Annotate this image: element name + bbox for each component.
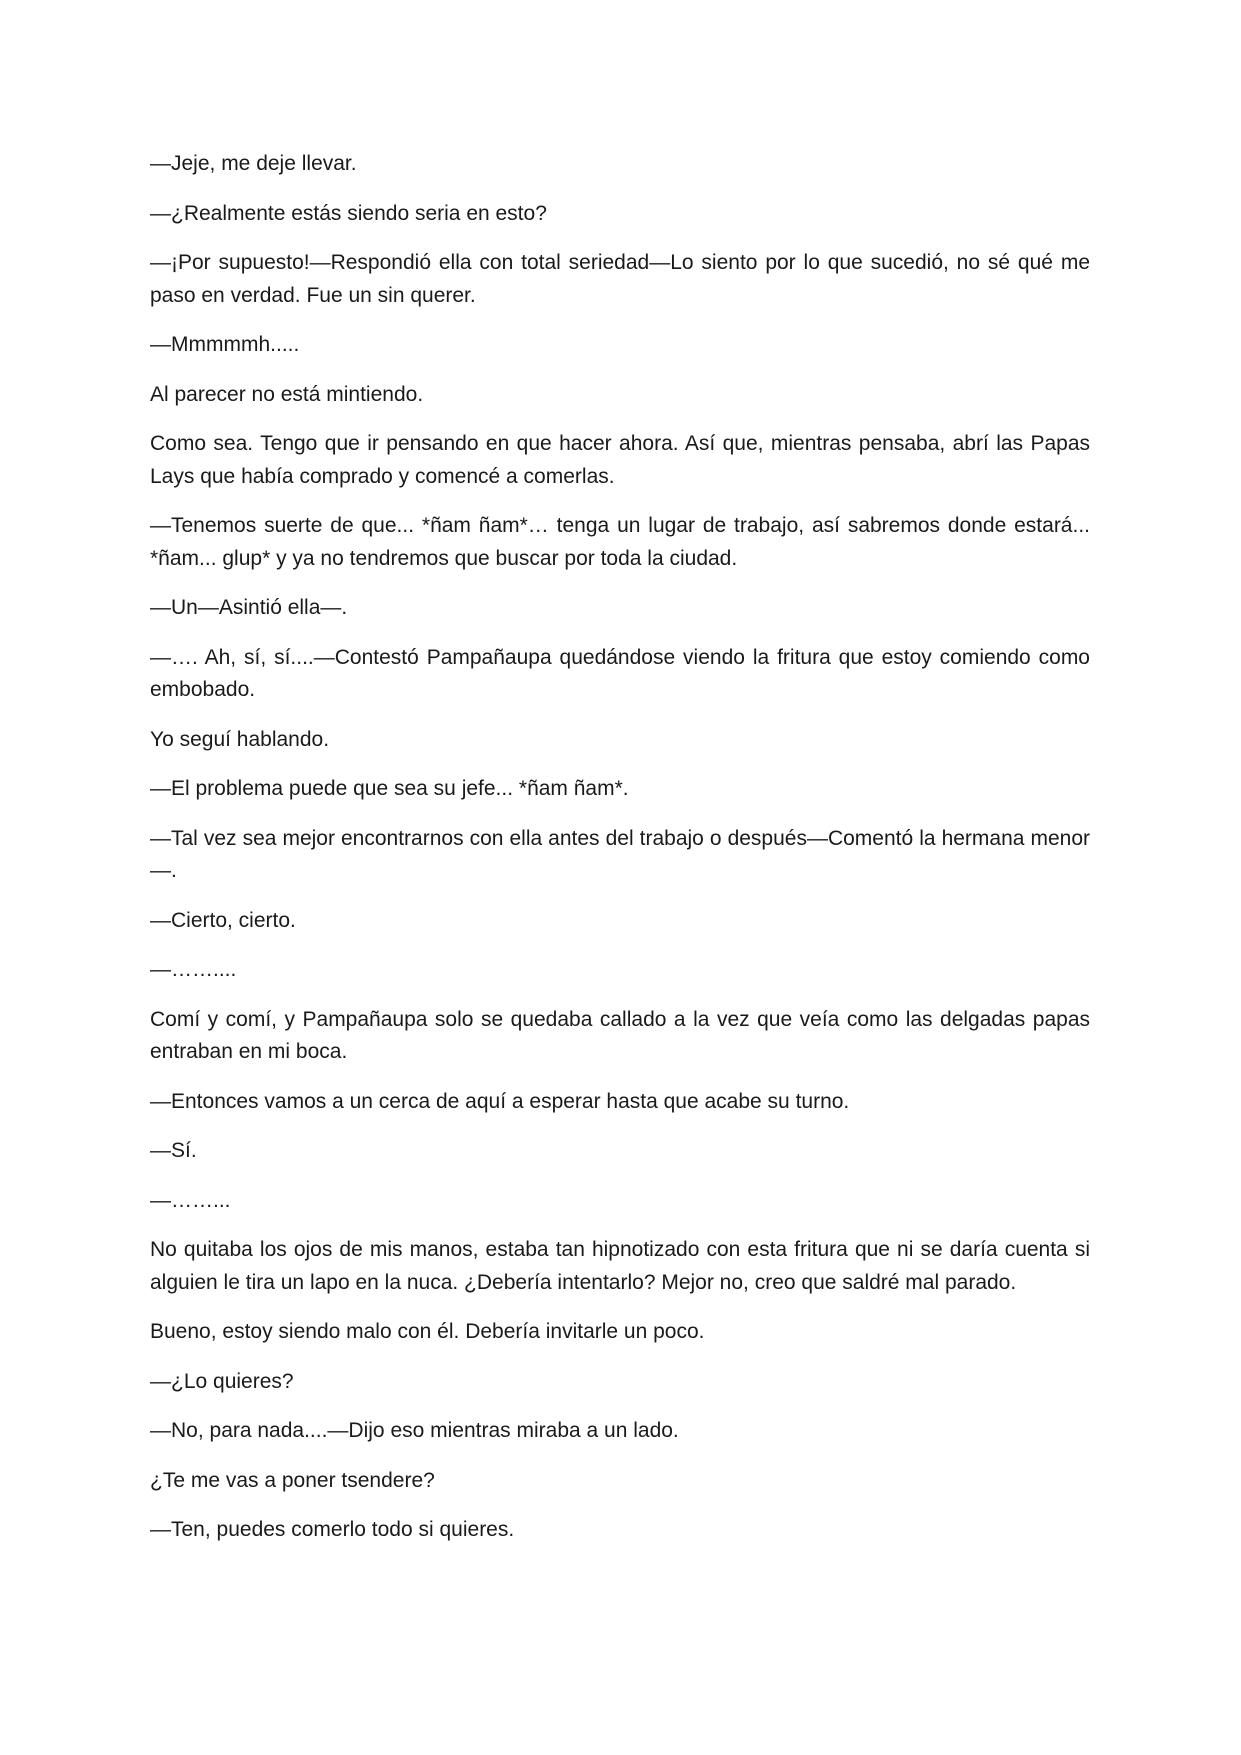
paragraph: —……...: [150, 1188, 231, 1212]
paragraph: —El problema puede que sea su jefe... *ñam ñam*.: [150, 777, 629, 800]
paragraph: Bueno, estoy siendo malo con él. Debería invitarle un poco.: [150, 1320, 705, 1343]
paragraph: —Un—Asintió ella—.: [150, 596, 348, 619]
paragraph: —Ten, puedes comerlo todo si quieres.: [150, 1518, 515, 1541]
paragraph: —Tal vez sea mejor encontrarnos con ella antes del trabajo o después—Comentó la hermana menor—.: [150, 826, 1090, 882]
paragraph: —No, para nada....—Dijo eso mientras miraba a un lado.: [150, 1419, 679, 1442]
paragraph: —¡Por supuesto!—Respondió ella con total seriedad—Lo siento por lo que sucedió, no sé qué me paso en verdad. Fue un sin querer.: [150, 251, 1090, 307]
paragraph: —Sí.: [150, 1139, 197, 1162]
paragraph: —Entonces vamos a un cerca de aquí a esperar hasta que acabe su turno.: [150, 1089, 850, 1113]
paragraph: Como sea. Tengo que ir pensando en que hacer ahora. Así que, mientras pensaba, abrí las Papas Lays que había comprado y comencé a comerlas.: [150, 432, 1090, 488]
paragraph: —¿Lo quieres?: [150, 1369, 294, 1393]
paragraph: No quitaba los ojos de mis manos, estaba tan hipnotizado con esta fritura que ni se daría cuenta si alguien le tira un lapo en la nuca. ¿Debería intentarlo? Mejor no, creo que saldré mal parado.: [150, 1238, 1090, 1294]
paragraph: —……....: [150, 958, 237, 981]
paragraph: —Mmmmmh.....: [150, 333, 300, 356]
body-text: [150, 148, 1090, 1564]
paragraph: —¿Realmente estás siendo seria en esto?: [150, 201, 547, 225]
paragraph: —Jeje, me deje llevar.: [150, 152, 357, 175]
paragraph: Yo seguí hablando.: [150, 727, 330, 751]
paragraph: —Tenemos suerte de que... *ñam ñam*… tenga un lugar de trabajo, así sabremos donde estará... *ñam... glup* y ya no tendremos que buscar por toda la ciudad.: [150, 514, 1090, 570]
paragraph: Comí y comí, y Pampañaupa solo se quedaba callado a la vez que veía como las delgadas papas entraban en mi boca.: [150, 1007, 1090, 1063]
paragraph: —…. Ah, sí, sí....—Contestó Pampañaupa quedándose viendo la fritura que estoy comiendo como embobado.: [150, 645, 1090, 701]
paragraph: —Cierto, cierto.: [150, 908, 296, 932]
paragraph: ¿Te me vas a poner tsendere?: [150, 1468, 435, 1492]
paragraph: Al parecer no está mintiendo.: [150, 382, 424, 406]
